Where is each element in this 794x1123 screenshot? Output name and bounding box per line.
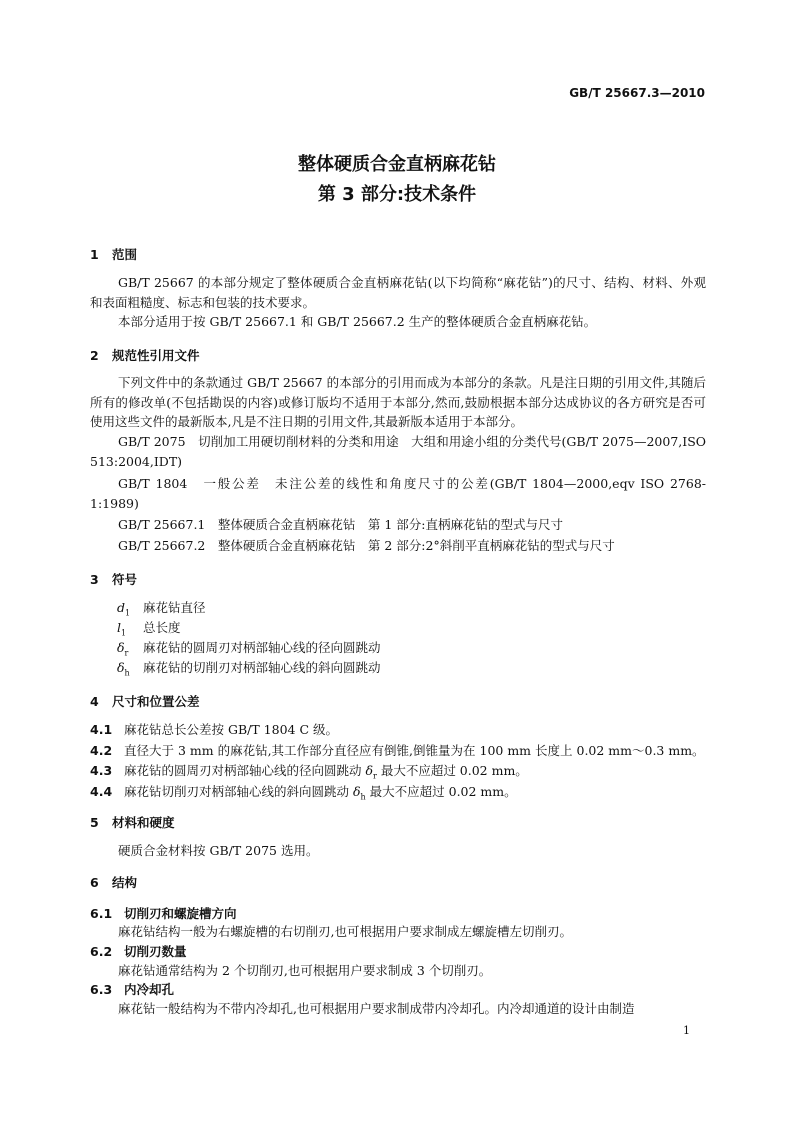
section-number: 2 bbox=[90, 348, 99, 363]
clause-4-2: 4.2 直径大于 3 mm 的麻花钻,其工作部分直径应有倒锥,倒锥量为在 100 mm 长度上 0.02 mm～0.3 mm。 bbox=[90, 743, 705, 758]
clause-6-1-text: 麻花钻结构一般为右螺旋槽的右切削刃,也可根据用户要求制成左螺旋槽左切削刃。 bbox=[118, 924, 572, 939]
clause-6-2-text: 麻花钻通常结构为 2 个切削刃,也可根据用户要求制成 3 个切削刃。 bbox=[118, 963, 492, 978]
section-1-paragraph-2: 本部分适用于按 GB/T 25667.1 和 GB/T 25667.2 生产的整体硬质合金直柄麻花钻。 bbox=[118, 314, 597, 329]
section-title: 结构 bbox=[112, 875, 138, 890]
section-3-heading bbox=[90, 570, 137, 588]
clause-6-3-heading: 6.3 内冷却孔 bbox=[90, 982, 175, 997]
section-1-heading bbox=[90, 245, 137, 263]
symbol-description: 麻花钻的圆周刃对柄部轴心线的径向圆跳动 bbox=[143, 640, 381, 655]
symbol-description: 总长度 bbox=[143, 620, 181, 635]
section-5-paragraph-1: 硬质合金材料按 GB/T 2075 选用。 bbox=[118, 843, 319, 858]
symbol-item bbox=[117, 598, 206, 618]
clause-4-1: 4.1 麻花钻总长公差按 GB/T 1804 C 级。 bbox=[90, 722, 338, 737]
clause-4-4: 4.4 麻花钻切削刃对柄部轴心线的斜向圆跳动 $\delta_h$ 最大不应超过 0.02 mm。 bbox=[90, 784, 517, 802]
section-5-heading bbox=[90, 813, 175, 831]
page-number: 1 bbox=[683, 1024, 690, 1037]
reference-gbt-1804: GB/T 1804 一般公差 未注公差的线性和角度尺寸的公差(GB/T 1804—2000,eqv ISO 2768-1:1989) bbox=[90, 476, 706, 511]
section-number: 4 bbox=[90, 694, 99, 709]
symbol-item bbox=[117, 658, 381, 678]
symbol-description: 麻花钻直径 bbox=[143, 600, 206, 615]
document-title-line2: 第 3 部分:技术条件 bbox=[317, 184, 477, 205]
symbol: $\delta_h$ bbox=[117, 660, 130, 678]
section-title: 材料和硬度 bbox=[112, 815, 175, 830]
clause-6-2-heading: 6.2 切削刃数量 bbox=[90, 944, 187, 959]
section-title: 范围 bbox=[112, 247, 138, 262]
section-title: 尺寸和位置公差 bbox=[112, 694, 200, 709]
symbol-item bbox=[117, 638, 381, 658]
section-4-heading bbox=[90, 692, 200, 710]
reference-gbt-25667-2: GB/T 25667.2 整体硬质合金直柄麻花钻 第 2 部分:2°斜削平直柄麻花钻的型式与尺寸 bbox=[118, 538, 615, 553]
standard-number: GB/T 25667.3—2010 bbox=[569, 86, 705, 100]
section-number: 5 bbox=[90, 815, 99, 830]
section-number: 3 bbox=[90, 572, 99, 587]
section-number: 1 bbox=[90, 247, 99, 262]
section-number: 6 bbox=[90, 875, 99, 890]
symbol: $l_1$ bbox=[117, 620, 127, 638]
reference-gbt-25667-1: GB/T 25667.1 整体硬质合金直柄麻花钻 第 1 部分:直柄麻花钻的型式与尺寸 bbox=[118, 517, 563, 532]
section-6-heading bbox=[90, 873, 137, 891]
document-title-line1: 整体硬质合金直柄麻花钻 bbox=[298, 154, 496, 175]
reference-gbt-2075: GB/T 2075 切削加工用硬切削材料的分类和用途 大组和用途小组的分类代号(GB/T 2075—2007,ISO 513:2004,IDT) bbox=[90, 434, 706, 469]
section-2-paragraph-1: 下列文件中的条款通过 GB/T 25667 的本部分的引用而成为本部分的条款。凡是注日期的引用文件,其随后所有的修改单(不包括勘误的内容)或修订版均不适用于本部分,然而,鼓励根据本部分达成协议的各方研究是否可使用这些文件的最新版本,凡是不注日期的引用文件,其最新版本适用于本部分。 bbox=[90, 375, 706, 429]
section-1-paragraph-1: GB/T 25667 的本部分规定了整体硬质合金直柄麻花钻(以下均简称“麻花钻”)的尺寸、结构、材料、外观和表面粗糙度、标志和包装的技术要求。 bbox=[90, 275, 706, 310]
clause-4-3: 4.3 麻花钻的圆周刃对柄部轴心线的径向圆跳动 $\delta_r$ 最大不应超过 0.02 mm。 bbox=[90, 763, 528, 781]
section-title: 符号 bbox=[112, 572, 138, 587]
section-2-heading bbox=[90, 346, 200, 364]
symbol-description: 麻花钻的切削刃对柄部轴心线的斜向圆跳动 bbox=[143, 660, 381, 675]
symbol: $\delta_r$ bbox=[117, 640, 129, 658]
clause-6-3-text: 麻花钻一般结构为不带内冷却孔,也可根据用户要求制成带内冷却孔。内冷却通道的设计由制造 bbox=[118, 1001, 635, 1016]
symbol: $d_1$ bbox=[117, 600, 131, 618]
clause-6-1-heading: 6.1 切削刃和螺旋槽方向 bbox=[90, 906, 237, 921]
symbol-item bbox=[117, 618, 181, 638]
section-title: 规范性引用文件 bbox=[112, 348, 200, 363]
